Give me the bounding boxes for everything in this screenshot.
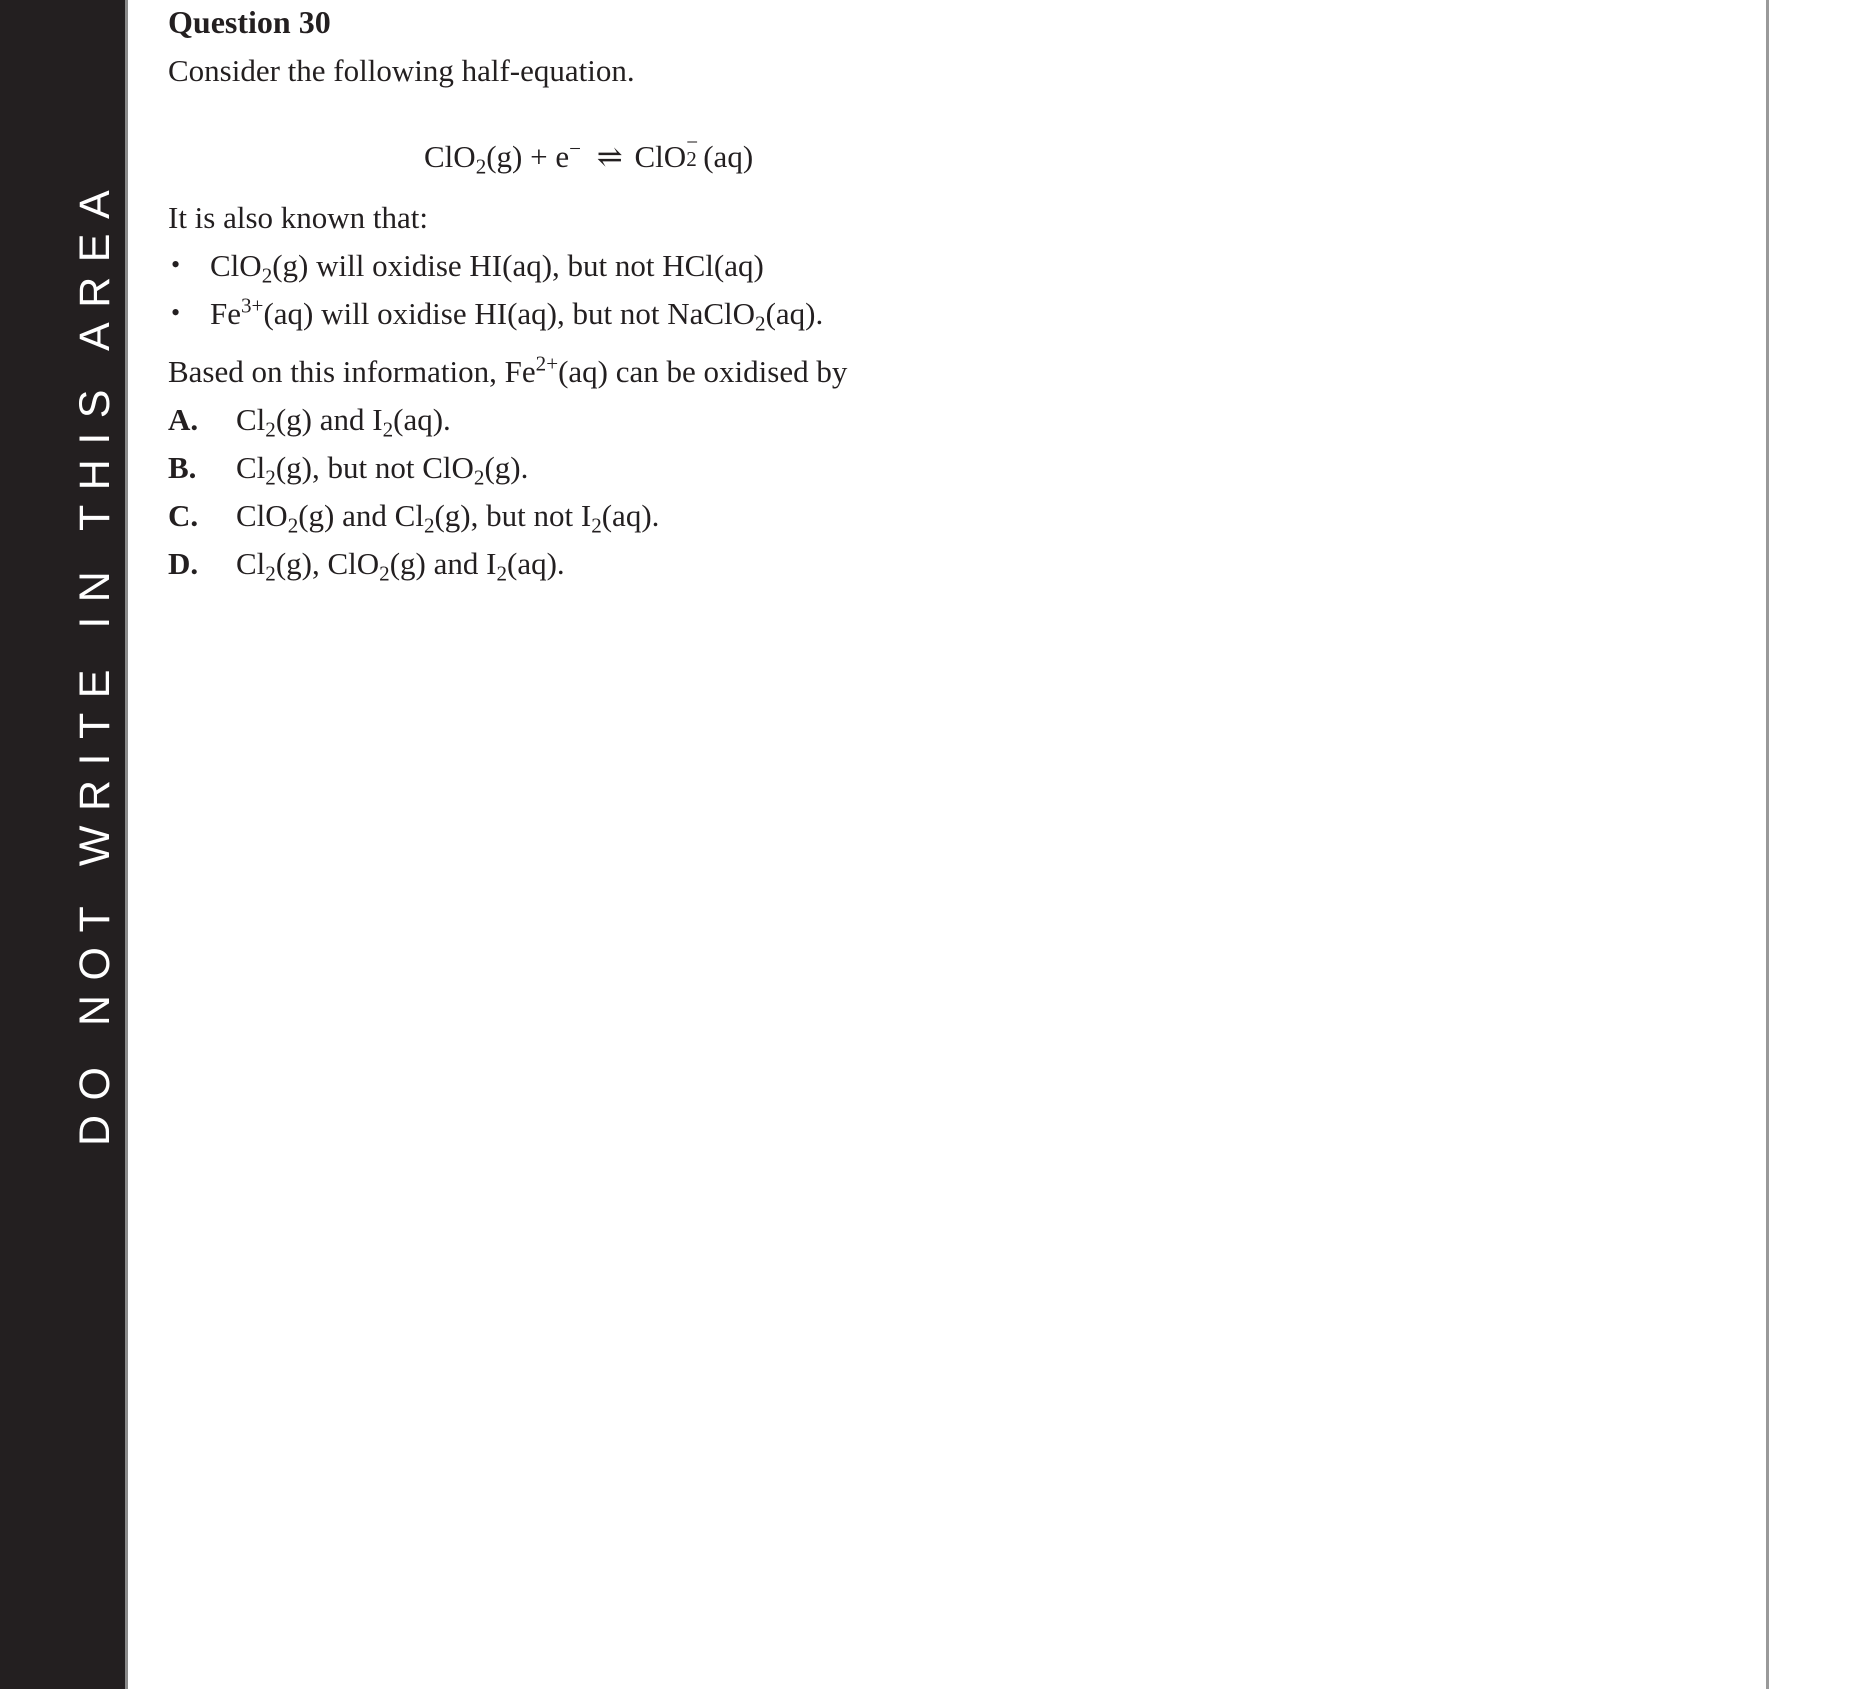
question-title: Question 30 [168,4,331,40]
stem-end: (aq) can be oxidised by [558,354,848,389]
bullet-icon: • [171,250,181,279]
equation-rhs-indices [686,130,703,172]
option-letter: D. [168,546,199,581]
option-letter: B. [168,450,197,485]
option-text: $Cl_2(g)$ and $I_2(aq)$. [236,402,451,442]
fact-subscript: 2 [755,311,766,336]
equation-lhs-subscript: 2 [475,154,487,179]
equation-lhs-state: (g) + e [486,139,570,174]
option-text: $Cl_2(g)$, ClO$_2$(g) and $I_2(aq)$. [236,546,565,586]
equation-rhs-state: (aq) [703,139,754,174]
fact-remainder: (aq). [765,296,824,331]
stem-charge: 2+ [535,351,559,376]
fact-remainder: (g) will oxidise HI(aq), but not HCl(aq) [272,248,764,283]
known-fact-text [210,248,764,288]
equilibrium-arrow-icon: ⇌ [596,139,623,174]
margin-divider [125,0,128,1689]
equation-lhs-species: ClO [424,139,476,174]
fact-species: ClO [210,248,262,283]
fact-species: Fe [210,296,241,331]
known-fact-text [210,293,824,336]
margin-bar [0,0,128,1689]
option-letter: A. [168,402,199,437]
page-right-border [1766,0,1769,1689]
stem-start: Based on this information, Fe [168,354,536,389]
option-letter: C. [168,498,199,533]
equation-rhs-charge: − [686,130,699,155]
known-intro: It is also known that: [168,200,429,235]
fact-charge: 3+ [241,293,264,318]
do-not-write-notice: DO NOT WRITE IN THIS AREA [71,175,119,1146]
option-text: ClO$_2$(g) and $Cl_2(g)$, but not $I_2(aq)$. [236,498,660,538]
option-text: $Cl_2(g)$, but not ClO$_2$(g). [236,450,529,490]
fact-middle: (aq) will oxidise HI(aq), but not NaClO [263,296,756,331]
equation-rhs-species: ClO [634,139,687,174]
half-equation [424,130,754,179]
equation-rhs-subscript: 2 [686,147,697,172]
question-intro: Consider the following half-equation. [168,53,635,88]
bullet-icon: • [171,298,181,327]
fact-subscript: 2 [261,263,273,288]
question-stem [168,351,848,389]
electron-charge: − [569,136,582,161]
